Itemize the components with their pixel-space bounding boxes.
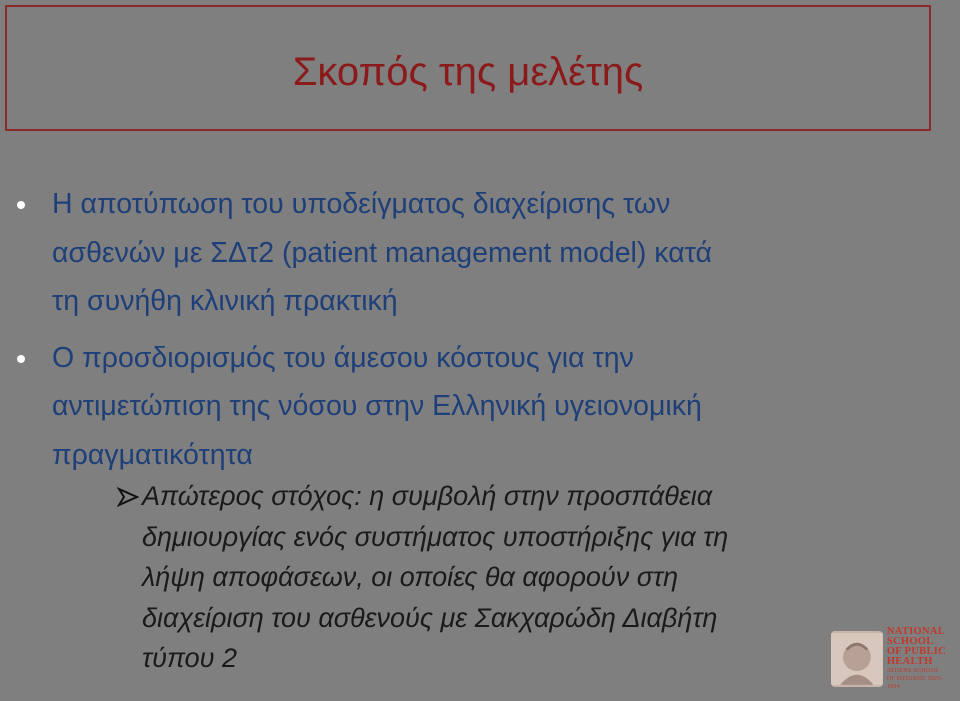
slide-title: Σκοπός της μελέτης [292, 49, 644, 94]
logo-text-line: OF HYGIENE 1929-1994 [886, 676, 943, 690]
logo-text-line: NATIONAL [886, 626, 946, 637]
sub-bullet-line: δημιουργίας ενός συστήματος υποστήριξης για τη [142, 521, 729, 552]
bullet-line: τη συνήθη κλινική πρακτική [52, 285, 398, 317]
sub-bullet-line: Απώτερος στόχος: η συμβολή στην προσπάθεια [142, 481, 713, 511]
school-logo [831, 626, 951, 690]
bullet-list [0, 180, 940, 679]
bullet-line: ασθενών με ΣΔτ2 (patient management model) κατά [52, 236, 713, 269]
portrait-seal-icon [831, 631, 883, 687]
bullet-item-2 [0, 334, 940, 480]
logo-text-line: SCHOOL [886, 636, 934, 647]
logo-text-line: HEALTH [886, 656, 933, 667]
bullet-line: Ο προσδιορισμός του άμεσου κόστους για την [52, 341, 634, 374]
bullet-dot-icon [17, 355, 25, 363]
bullet-line: πραγματικότητα [52, 438, 253, 471]
title-box [5, 5, 931, 131]
sub-bullet-line: λήψη αποφάσεων, οι οποίες θα αφορούν στη [142, 562, 679, 592]
logo-text-line: ATHENS SCHOOL [886, 668, 940, 674]
sub-bullet-item [0, 476, 940, 679]
bullet-line: Η αποτύπωση του υποδείγματος διαχείρισης των [52, 188, 671, 220]
logo-text-line: OF PUBLIC [886, 646, 947, 657]
bullet-line: αντιμετώπιση της νόσου στην Ελληνική υγειονομική [52, 390, 702, 422]
sub-bullet-line: διαχείριση του ασθενούς με Σακχαρώδη Διαβήτη [142, 602, 718, 633]
bullet-dot-icon [17, 201, 25, 209]
bullet-item-1 [0, 180, 940, 326]
arrowhead-bullet-icon [117, 487, 139, 507]
sub-bullet-line: τύπου 2 [142, 643, 238, 673]
logo-text [887, 627, 951, 691]
